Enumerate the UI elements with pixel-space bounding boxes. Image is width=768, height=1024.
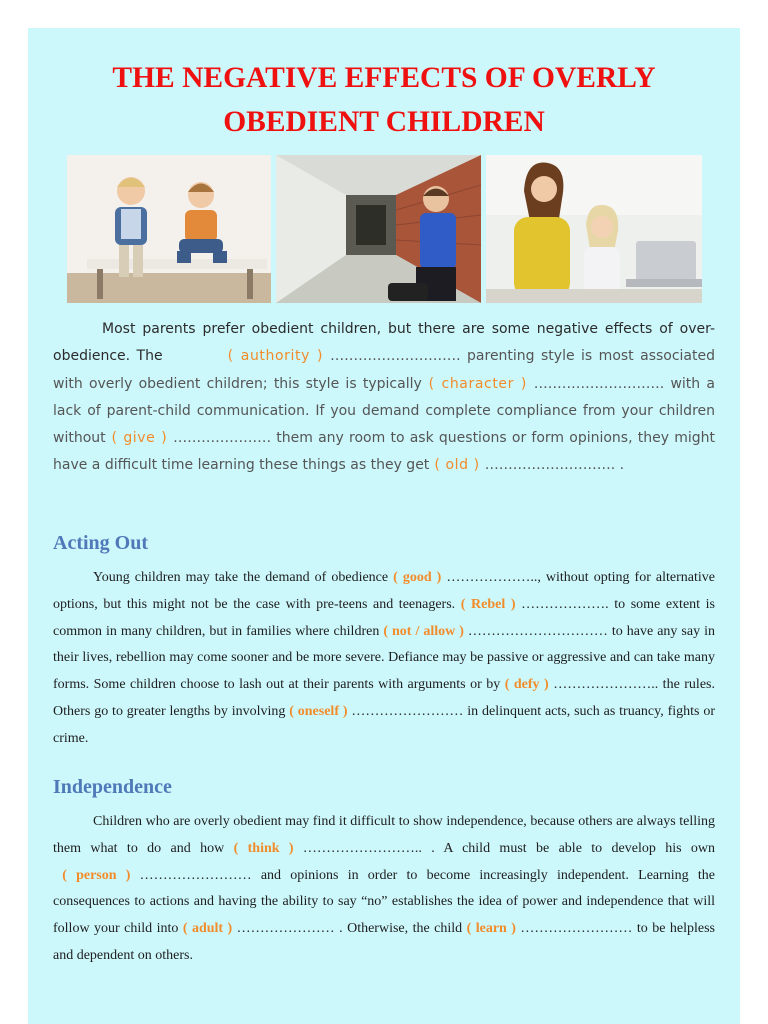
two-boys-on-bench-photo [67,155,271,303]
keyword-person: ( person ) [53,867,140,883]
keyword-oneself: ( oneself ) [285,703,352,719]
photo-strip [67,155,703,303]
keyword-think: ( think ) [224,840,303,856]
mother-and-daughter-laptop-photo [486,155,702,303]
keyword-authority: ( authority ) [220,348,331,365]
acting-out-paragraph: Young children may take the demand of obedience ( good ) ……………….., without opting for alternative options, but this might not be the case with pre-teens and teenagers. ( Rebel ) ………………. to some extent is common in many children, but in families where children ( not / allow ) ………………………… to have any say in their lives, rebellion may come sooner and be more severe. Defiance may be passive or aggressive and can take many forms. Some children choose to lash out at their parents with arguments or by ( defy ) ………………….. the rules. Others go to greater lengths by involving ( oneself ) …………………… in delinquent acts, such as truancy, fights or crime. [53,570,715,746]
title-line-1: THE NEGATIVE EFFECTS OF OVERLY [112,62,656,94]
keyword-give: ( give ) [105,430,174,447]
keyword-not-allow: ( not / allow ) [379,623,468,639]
keyword-character: ( character ) [421,375,534,392]
keyword-rebel: ( Rebel ) [455,596,522,612]
document-page [28,28,740,1024]
keyword-old: ( old ) [429,457,485,474]
intro-paragraph: Most parents prefer obedient children, but there are some negative effects of over-obedience. The ( authority ) ………………………. parenting style is most associated with overly obedient children; this style is typically ( character ) ………………………. with a lack of parent-child communication. If you demand complete compliance from your children without ( give ) ………………… them any room to ask questions or form opinions, they might have a difficult time learning these things as they get ( old ) ………………………. . [53,321,716,474]
keyword-adult: ( adult ) [178,921,237,937]
independence-paragraph: Children who are overly obedient may find it difficult to show independence, because others are always telling them what to do and how ( think ) …………………….. . A child must be able to develop his own ( person ) …………………… and opinions in order to become increasingly independent. Learning the consequences to actions and having the ability to say “no” establishes the idea of power and independence that will follow your child into ( adult ) ………………… . Otherwise, the child ( learn ) …………………… to be helpless and dependent on others. [53,814,716,963]
keyword-learn: ( learn ) [462,921,521,937]
boy-in-hallway-photo [276,155,481,303]
keyword-defy: ( defy ) [500,677,554,693]
section-heading-acting-out: Acting Out [53,532,148,554]
section-heading-independence: Independence [53,776,172,798]
keyword-good: ( good ) [388,570,447,585]
document-title [28,56,740,144]
title-line-2: OBEDIENT CHILDREN [223,106,545,138]
